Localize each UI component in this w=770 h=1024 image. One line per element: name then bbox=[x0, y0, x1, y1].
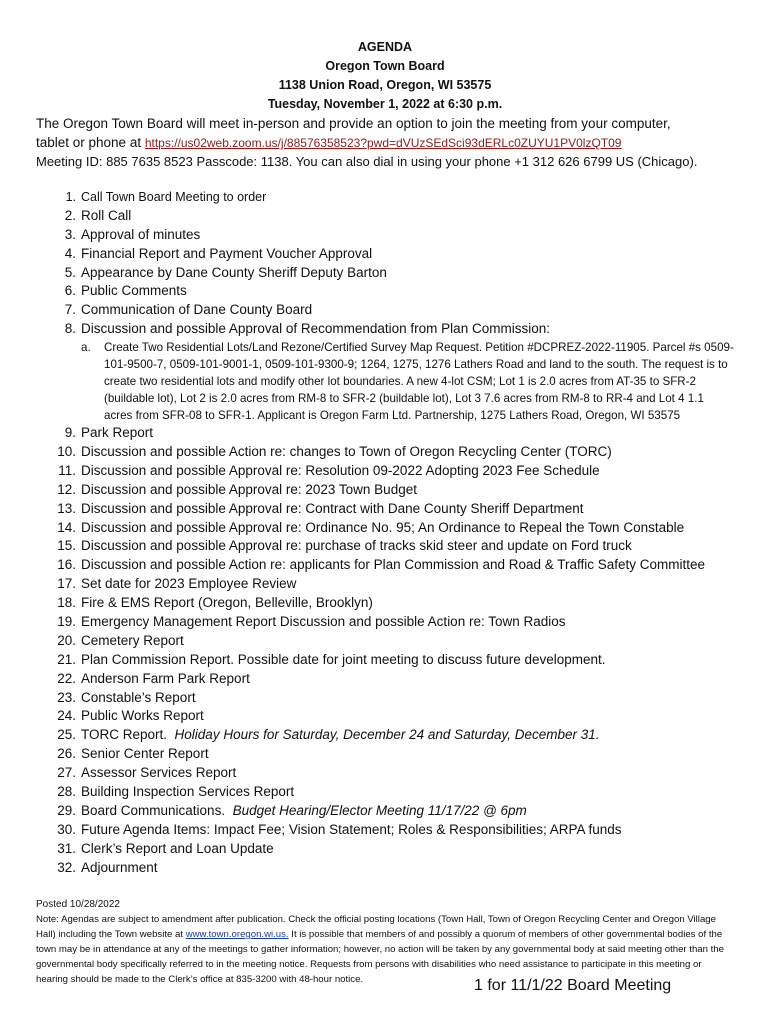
agenda-item-text bbox=[81, 632, 184, 651]
agenda-item-number: 12. bbox=[57, 481, 76, 497]
agenda-item-text bbox=[81, 707, 204, 726]
agenda-item-text bbox=[81, 575, 296, 594]
agenda-item-text bbox=[81, 613, 566, 632]
agenda-item-label: Discussion and possible Action re: applicants for Plan Commission and Road & Traffic Safety Committee bbox=[81, 557, 706, 573]
agenda-item bbox=[36, 821, 756, 840]
agenda-item-label: Public Comments bbox=[81, 283, 187, 299]
meeting-address: 1138 Union Road, Oregon, WI 53575 bbox=[278, 78, 492, 92]
agenda-header bbox=[0, 38, 770, 114]
agenda-item-number: 29. bbox=[57, 802, 76, 818]
agenda-item-text bbox=[81, 264, 387, 283]
agenda-item bbox=[36, 264, 756, 283]
agenda-item-text bbox=[81, 245, 372, 264]
agenda-item-number: 28. bbox=[57, 784, 76, 800]
agenda-item-number: 25. bbox=[57, 727, 76, 743]
agenda-item-label: Anderson Farm Park Report bbox=[81, 670, 250, 686]
agenda-item-text bbox=[81, 188, 266, 207]
agenda-item-number: 4. bbox=[64, 245, 76, 261]
intro-line-2-prefix: tablet or phone at bbox=[36, 135, 145, 150]
agenda-item bbox=[36, 613, 756, 632]
agenda-item-label: Building Inspection Services Report bbox=[81, 784, 295, 800]
agenda-item-number: 24. bbox=[57, 708, 76, 724]
agenda-item-text bbox=[81, 726, 600, 745]
agenda-item-text bbox=[81, 443, 612, 462]
agenda-item-number: 1. bbox=[65, 190, 76, 204]
agenda-item bbox=[36, 689, 756, 708]
agenda-item-text bbox=[81, 519, 684, 538]
agenda-title: AGENDA bbox=[357, 40, 413, 54]
agenda-item-label: Park Report bbox=[81, 425, 154, 441]
agenda-item-number: 8. bbox=[64, 321, 76, 337]
agenda-item bbox=[36, 481, 756, 500]
agenda-item-text bbox=[81, 462, 600, 481]
agenda-item-label: Discussion and possible Approval re: 2023 Town Budget bbox=[81, 481, 417, 497]
agenda-item-label: Plan Commission Report. Possible date for joint meeting to discuss future development. bbox=[81, 651, 606, 667]
agenda-item-label: Assessor Services Report bbox=[81, 765, 237, 781]
agenda-item-text bbox=[81, 301, 312, 320]
agenda-item-text bbox=[81, 556, 705, 575]
agenda-item-number: 3. bbox=[64, 226, 76, 242]
agenda-item-number: 21. bbox=[57, 651, 76, 667]
agenda-item-note: Budget Hearing/Elector Meeting 11/17/22 @ 6pm bbox=[232, 802, 527, 818]
agenda-item-text bbox=[81, 537, 632, 556]
intro-line-1: The Oregon Town Board will meet in-person and provide an option to join the meeting from your computer, bbox=[36, 116, 671, 131]
town-website-link[interactable]: www.town.oregon.wi.us. bbox=[185, 929, 289, 940]
agenda-item-text bbox=[81, 424, 153, 443]
agenda-item-number: 19. bbox=[57, 614, 76, 630]
agenda-item bbox=[36, 537, 756, 556]
agenda-item-text bbox=[81, 226, 200, 245]
agenda-item-text bbox=[81, 821, 622, 840]
agenda-item bbox=[36, 188, 756, 207]
note-text-before: Note: Agendas are subject to amendment after publication. Check the official posting locations (Town Hall, Town of Oregon Recycling Center and Oregon Village Hall) including the Town website at bbox=[36, 914, 716, 940]
posted-date: Posted 10/28/2022 bbox=[36, 899, 120, 910]
agenda-item bbox=[36, 443, 756, 462]
agenda-item-text bbox=[81, 320, 550, 339]
note-text-after: It is possible that members of and possibly a quorum of members of other governmental bodies of the town may be in attendance at any of the meetings to gather information; however, no action will be taken by any governmental body at said meeting other than the governmental body specifically referred to in the meeting notice. Requests from persons with disabilities who need assistance to participate in this meeting or hearing should be made to the Clerk’s office at 835-3200 with 48-hour notice. bbox=[36, 929, 724, 985]
agenda-item-label: Discussion and possible Approval re: purchase of tracks skid steer and update on Ford truck bbox=[81, 538, 632, 554]
agenda-item bbox=[36, 207, 756, 226]
agenda-item-note: Holiday Hours for Saturday, December 24 and Saturday, December 31. bbox=[174, 727, 600, 743]
agenda-item-text bbox=[81, 764, 236, 783]
agenda-item-number: 30. bbox=[57, 821, 76, 837]
agenda-item-number: 26. bbox=[57, 746, 76, 762]
agenda-item-text bbox=[81, 689, 196, 708]
agenda-item-number: 7. bbox=[64, 302, 76, 318]
agenda-item-text bbox=[81, 859, 158, 878]
agenda-item-number: 23. bbox=[57, 689, 76, 705]
agenda-item-number: 22. bbox=[57, 670, 76, 686]
agenda-item bbox=[36, 745, 756, 764]
agenda-item-label: Constable’s Report bbox=[81, 689, 196, 705]
agenda-item-text bbox=[81, 840, 274, 859]
agenda-item bbox=[36, 840, 756, 859]
agenda-item-text bbox=[81, 481, 417, 500]
meeting-id-line: Meeting ID: 885 7635 8523 Passcode: 1138. You can also dial in using your phone +1 312 626 6799 US (Chicago). bbox=[36, 154, 698, 169]
agenda-subitem bbox=[81, 339, 756, 424]
agenda-item-number: 27. bbox=[57, 765, 76, 781]
agenda-item-label: Approval of minutes bbox=[81, 226, 201, 242]
agenda-item-text bbox=[81, 500, 584, 519]
agenda-item bbox=[36, 226, 756, 245]
agenda-item-number: 18. bbox=[57, 595, 76, 611]
agenda-item-text bbox=[81, 802, 527, 821]
agenda-item bbox=[36, 575, 756, 594]
agenda-item-label: Discussion and possible Approval re: Resolution 09-2022 Adopting 2023 Fee Schedule bbox=[81, 462, 600, 478]
agenda-item bbox=[36, 556, 756, 575]
agenda-item-number: 5. bbox=[64, 264, 76, 280]
agenda-item-number: 15. bbox=[57, 538, 76, 554]
agenda-item bbox=[36, 519, 756, 538]
agenda-item-label: Future Agenda Items: Impact Fee; Vision Statement; Roles & Responsibilities; ARPA funds bbox=[81, 821, 622, 837]
agenda-item-number: 16. bbox=[57, 557, 76, 573]
agenda-item bbox=[36, 424, 756, 443]
agenda-item bbox=[36, 670, 756, 689]
agenda-item-text bbox=[81, 651, 606, 670]
agenda-item-label: Set date for 2023 Employee Review bbox=[81, 576, 297, 592]
agenda-item bbox=[36, 320, 756, 339]
zoom-link[interactable]: https://us02web.zoom.us/j/88576358523?pwd=dVUzSEdSci93dERLc0ZUYU1PV0lzQT09 bbox=[144, 136, 622, 150]
agenda-item bbox=[36, 859, 756, 878]
agenda-item bbox=[36, 632, 756, 651]
intro-line-2 bbox=[36, 133, 756, 153]
agenda-item bbox=[36, 726, 756, 745]
agenda-item-text bbox=[81, 207, 131, 226]
agenda-item-text bbox=[81, 594, 373, 613]
agenda-item-label: Appearance by Dane County Sheriff Deputy Barton bbox=[81, 264, 387, 280]
agenda-item-label: Discussion and possible Approval re: Contract with Dane County Sheriff Department bbox=[81, 500, 584, 516]
agenda-item bbox=[36, 245, 756, 264]
agenda-item-label: Emergency Management Report Discussion and possible Action re: Town Radios bbox=[81, 614, 566, 630]
agenda-item bbox=[36, 594, 756, 613]
agenda-item bbox=[36, 764, 756, 783]
agenda-item-number: 11. bbox=[58, 462, 76, 478]
agenda-item-number: 2. bbox=[64, 207, 76, 223]
agenda-item-label: Cemetery Report bbox=[81, 632, 184, 648]
meeting-datetime: Tuesday, November 1, 2022 at 6:30 p.m. bbox=[267, 97, 503, 111]
agenda-item-label: Fire & EMS Report (Oregon, Belleville, Brooklyn) bbox=[81, 595, 373, 611]
agenda-item bbox=[36, 707, 756, 726]
agenda-list bbox=[36, 188, 756, 878]
agenda-item-text bbox=[81, 783, 294, 802]
agenda-item-text bbox=[81, 745, 209, 764]
agenda-item-label: Discussion and possible Approval re: Ordinance No. 95; An Ordinance to Repeal the Town Constable bbox=[81, 519, 685, 535]
agenda-item-label: Discussion and possible Approval of Recommendation from Plan Commission: bbox=[81, 321, 550, 337]
agenda-item bbox=[36, 651, 756, 670]
agenda-item bbox=[36, 462, 756, 481]
agenda-item-label: TORC Report. bbox=[81, 727, 168, 743]
agenda-item bbox=[36, 802, 756, 821]
agenda-item bbox=[36, 500, 756, 519]
board-name: Oregon Town Board bbox=[325, 59, 445, 73]
subitem-text: Create Two Residential Lots/Land Rezone/Certified Survey Map Request. Petition #DCPREZ-2022-11905. Parcel #s 0509-101-9500-7, 0509-101-9001-1, 0509-101-9300-9; 1264, 1275, 1276 Lathers Road and land to the south. The request is to create two residential lots and modify other lot boundaries. A new 4-lot CSM; Lot 1 is 2.0 acres from AT-35 to SFR-2 (buildable lot), Lot 2 is 2.0 acres from RM-8 to SFR-2 (buildable lot), Lot 3 7.6 acres from RM-8 to RR-4 and Lot 4 1.1 acres from SFR-08 to SFR-1. Applicant is Oregon Farm Ltd. Partnership, 1275 Lathers Road, Oregon, WI 53575 bbox=[104, 341, 734, 423]
agenda-item-number: 17. bbox=[57, 576, 76, 592]
agenda-item-number: 6. bbox=[64, 283, 76, 299]
agenda-item-label: Clerk’s Report and Loan Update bbox=[81, 840, 274, 856]
agenda-item bbox=[36, 783, 756, 802]
agenda-item-number: 20. bbox=[57, 632, 76, 648]
agenda-item-label: Roll Call bbox=[81, 207, 132, 223]
agenda-item-label: Discussion and possible Action re: changes to Town of Oregon Recycling Center (TORC) bbox=[81, 444, 612, 460]
agenda-item-number: 31. bbox=[57, 840, 76, 856]
agenda-item-number: 32. bbox=[57, 859, 76, 875]
agenda-item-label: Public Works Report bbox=[81, 708, 204, 724]
agenda-item bbox=[36, 301, 756, 320]
agenda-item-label: Board Communications. bbox=[81, 802, 226, 818]
agenda-item-number: 10. bbox=[57, 444, 76, 460]
agenda-item-label: Call Town Board Meeting to order bbox=[81, 190, 267, 204]
page-footer: 1 for 11/1/22 Board Meeting bbox=[474, 977, 672, 994]
agenda-item-label: Financial Report and Payment Voucher Approval bbox=[81, 245, 373, 261]
agenda-item-number: 14. bbox=[57, 519, 76, 535]
agenda-item bbox=[36, 282, 756, 301]
agenda-item-number: 9. bbox=[64, 425, 76, 441]
agenda-item-label: Communication of Dane County Board bbox=[81, 302, 313, 318]
agenda-item-number: 13. bbox=[57, 500, 76, 516]
agenda-item-label: Adjournment bbox=[81, 859, 158, 875]
agenda-item-text bbox=[81, 282, 187, 301]
subitem-label: a. bbox=[81, 341, 91, 355]
agenda-item-label: Senior Center Report bbox=[81, 746, 209, 762]
agenda-item-text bbox=[81, 670, 250, 689]
